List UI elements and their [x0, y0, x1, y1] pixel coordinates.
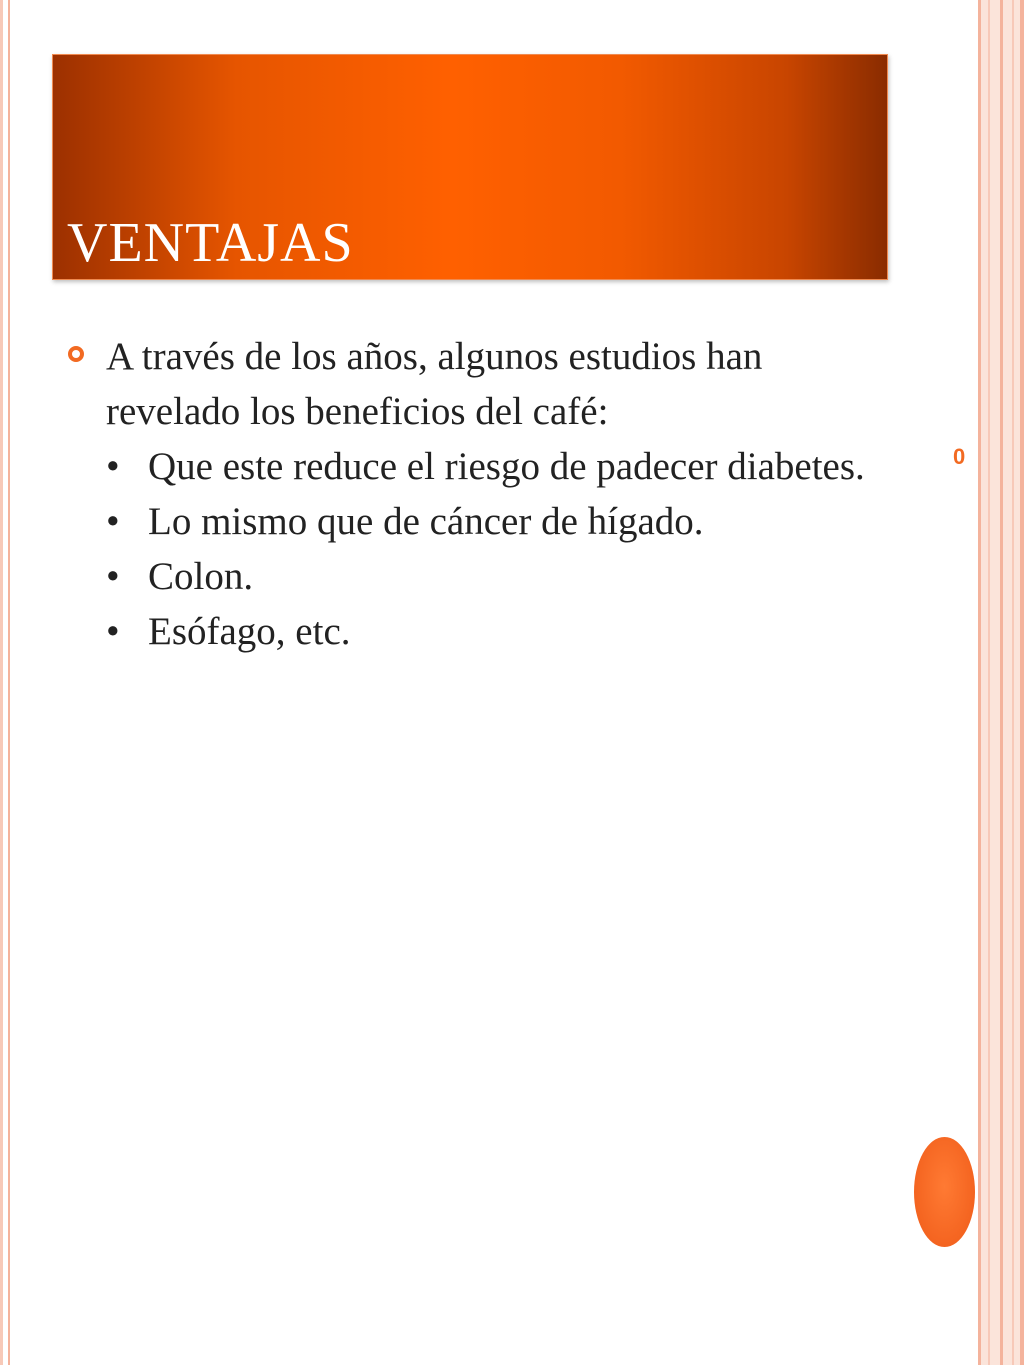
right-border-line [1000, 0, 1003, 1365]
right-border-line [988, 0, 990, 1365]
list-item [106, 439, 906, 494]
list-item-text: Colon. [148, 555, 254, 598]
list-item-text: Que este reduce el riesgo de padecer diabetes. [148, 445, 865, 488]
slide-title: VENTAJAS [67, 212, 354, 274]
right-border-line [978, 0, 981, 1365]
intro-text: A través de los años, algunos estudios han revelado los beneficios del café: [106, 335, 763, 433]
left-border-line [0, 0, 3, 1365]
list-item [106, 494, 906, 549]
slide-body [106, 329, 906, 659]
title-bar [52, 54, 888, 280]
list-item [106, 549, 906, 604]
page-number: 0 [953, 444, 966, 469]
list-item-text: Lo mismo que de cáncer de hígado. [148, 500, 704, 543]
bullet-dot: • [106, 555, 120, 598]
list-item-text: Esófago, etc. [148, 610, 351, 653]
right-border-line [1020, 0, 1024, 1365]
bullet-dot: • [106, 500, 120, 543]
right-border-line [1012, 0, 1014, 1365]
bullet-dot: • [106, 610, 120, 653]
decorative-oval [914, 1137, 975, 1247]
bullet-dot: • [106, 445, 120, 488]
left-border-line [8, 0, 10, 1365]
list-item [106, 604, 906, 659]
circle-bullet-icon [68, 346, 84, 362]
